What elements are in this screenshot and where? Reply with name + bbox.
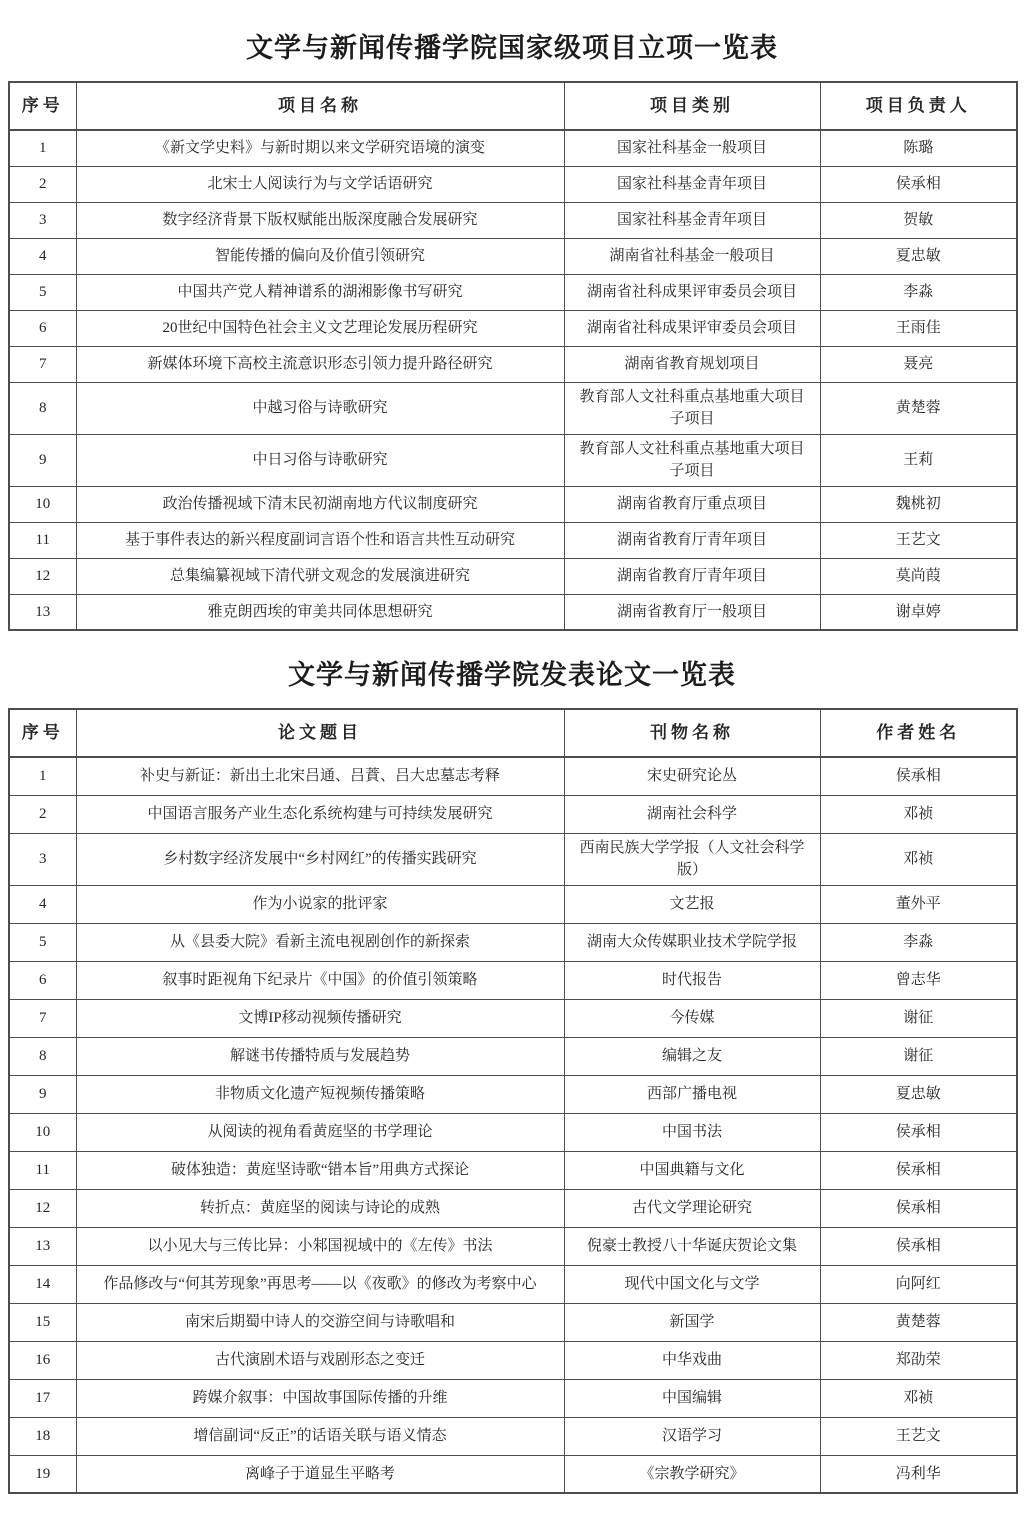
project-leader: 王艺文 — [820, 522, 1017, 558]
paper-title: 文博IP移动视频传播研究 — [76, 999, 564, 1037]
row-number: 7 — [9, 346, 76, 382]
project-leader: 聂亮 — [820, 346, 1017, 382]
project-leader: 魏桃初 — [820, 486, 1017, 522]
paper-title: 叙事时距视角下纪录片《中国》的价值引领策略 — [76, 961, 564, 999]
journal-name: 时代报告 — [564, 961, 820, 999]
row-number: 15 — [9, 1303, 76, 1341]
table-row — [9, 310, 1017, 346]
paper-title: 解谜书传播特质与发展趋势 — [76, 1037, 564, 1075]
row-number: 18 — [9, 1417, 76, 1455]
row-number: 5 — [9, 923, 76, 961]
table-row — [9, 757, 1017, 795]
papers-table — [8, 708, 1018, 1494]
projects-table-body — [9, 130, 1017, 630]
author-name: 夏忠敏 — [820, 1075, 1017, 1113]
author-name: 邓祯 — [820, 1379, 1017, 1417]
row-number: 19 — [9, 1455, 76, 1493]
journal-name: 《宗教学研究》 — [564, 1455, 820, 1493]
row-number: 12 — [9, 1189, 76, 1227]
paper-title: 古代演剧术语与戏剧形态之变迁 — [76, 1341, 564, 1379]
row-number: 9 — [9, 1075, 76, 1113]
table-row — [9, 961, 1017, 999]
project-category: 湖南省教育规划项目 — [564, 346, 820, 382]
table-row — [9, 1113, 1017, 1151]
column-header-row-number: 序号 — [9, 709, 76, 757]
project-name: 新媒体环境下高校主流意识形态引领力提升路径研究 — [76, 346, 564, 382]
row-number: 11 — [9, 522, 76, 558]
papers-table-body — [9, 757, 1017, 1493]
author-name: 向阿红 — [820, 1265, 1017, 1303]
table-row — [9, 1151, 1017, 1189]
table-row — [9, 558, 1017, 594]
project-name: 《新文学史料》与新时期以来文学研究语境的演变 — [76, 130, 564, 166]
journal-name: 中国书法 — [564, 1113, 820, 1151]
author-name: 谢征 — [820, 999, 1017, 1037]
journal-name: 新国学 — [564, 1303, 820, 1341]
row-number: 1 — [9, 130, 76, 166]
projects-table — [8, 81, 1018, 631]
projects-header-row — [9, 82, 1017, 130]
column-header-author-name: 作者姓名 — [820, 709, 1017, 757]
author-name: 邓祯 — [820, 795, 1017, 833]
row-number: 8 — [9, 382, 76, 434]
column-header-project-name: 项目名称 — [76, 82, 564, 130]
paper-title: 南宋后期蜀中诗人的交游空间与诗歌唱和 — [76, 1303, 564, 1341]
author-name: 曾志华 — [820, 961, 1017, 999]
paper-title: 从阅读的视角看黄庭坚的书学理论 — [76, 1113, 564, 1151]
author-name: 邓祯 — [820, 833, 1017, 885]
author-name: 谢征 — [820, 1037, 1017, 1075]
project-name: 政治传播视域下清末民初湖南地方代议制度研究 — [76, 486, 564, 522]
project-leader: 贺敏 — [820, 202, 1017, 238]
paper-title: 作品修改与“何其芳现象”再思考——以《夜歌》的修改为考察中心 — [76, 1265, 564, 1303]
table-row — [9, 1037, 1017, 1075]
papers-header-row — [9, 709, 1017, 757]
journal-name: 湖南社会科学 — [564, 795, 820, 833]
column-header-paper-title: 论文题目 — [76, 709, 564, 757]
table-row — [9, 1379, 1017, 1417]
paper-title: 离峰子于道显生平略考 — [76, 1455, 564, 1493]
row-number: 2 — [9, 166, 76, 202]
row-number: 6 — [9, 961, 76, 999]
row-number: 1 — [9, 757, 76, 795]
papers-table-title: 文学与新闻传播学院发表论文一览表 — [288, 660, 736, 690]
journal-name: 中国典籍与文化 — [564, 1151, 820, 1189]
row-number: 13 — [9, 1227, 76, 1265]
row-number: 5 — [9, 274, 76, 310]
project-leader: 王莉 — [820, 434, 1017, 486]
table-row — [9, 382, 1017, 434]
row-number: 10 — [9, 1113, 76, 1151]
table-row — [9, 1265, 1017, 1303]
row-number: 10 — [9, 486, 76, 522]
author-name: 王艺文 — [820, 1417, 1017, 1455]
journal-name: 文艺报 — [564, 885, 820, 923]
row-number: 9 — [9, 434, 76, 486]
table-row — [9, 1189, 1017, 1227]
table-row — [9, 274, 1017, 310]
author-name: 侯承相 — [820, 757, 1017, 795]
table-row — [9, 486, 1017, 522]
paper-title: 乡村数字经济发展中“乡村网红”的传播实践研究 — [76, 833, 564, 885]
row-number: 4 — [9, 238, 76, 274]
journal-name: 西南民族大学学报（人文社会科学版） — [564, 833, 820, 885]
row-number: 2 — [9, 795, 76, 833]
author-name: 冯利华 — [820, 1455, 1017, 1493]
project-leader: 莫尚葭 — [820, 558, 1017, 594]
table-row — [9, 166, 1017, 202]
project-name: 20世纪中国特色社会主义文艺理论发展历程研究 — [76, 310, 564, 346]
author-name: 侯承相 — [820, 1189, 1017, 1227]
journal-name: 西部广播电视 — [564, 1075, 820, 1113]
paper-title: 从《县委大院》看新主流电视剧创作的新探索 — [76, 923, 564, 961]
author-name: 李淼 — [820, 923, 1017, 961]
table-row — [9, 1455, 1017, 1493]
journal-name: 中国编辑 — [564, 1379, 820, 1417]
journal-name: 现代中国文化与文学 — [564, 1265, 820, 1303]
project-category: 湖南省教育厅一般项目 — [564, 594, 820, 630]
journal-name: 宋史研究论丛 — [564, 757, 820, 795]
journal-name: 编辑之友 — [564, 1037, 820, 1075]
row-number: 3 — [9, 833, 76, 885]
project-category: 湖南省教育厅青年项目 — [564, 558, 820, 594]
table-row — [9, 434, 1017, 486]
project-name: 中越习俗与诗歌研究 — [76, 382, 564, 434]
author-name: 董外平 — [820, 885, 1017, 923]
project-category: 教育部人文社科重点基地重大项目子项目 — [564, 434, 820, 486]
paper-title: 补史与新证：新出土北宋吕通、吕蕡、吕大忠墓志考释 — [76, 757, 564, 795]
author-name: 侯承相 — [820, 1227, 1017, 1265]
column-header-project-category: 项目类别 — [564, 82, 820, 130]
paper-title: 中国语言服务产业生态化系统构建与可持续发展研究 — [76, 795, 564, 833]
journal-name: 中华戏曲 — [564, 1341, 820, 1379]
row-number: 14 — [9, 1265, 76, 1303]
project-category: 湖南省社科成果评审委员会项目 — [564, 274, 820, 310]
project-category: 国家社科基金青年项目 — [564, 166, 820, 202]
table-row — [9, 833, 1017, 885]
table-row — [9, 130, 1017, 166]
row-number: 6 — [9, 310, 76, 346]
project-leader: 王雨佳 — [820, 310, 1017, 346]
paper-title: 非物质文化遗产短视频传播策略 — [76, 1075, 564, 1113]
column-header-project-leader: 项目负责人 — [820, 82, 1017, 130]
project-name: 数字经济背景下版权赋能出版深度融合发展研究 — [76, 202, 564, 238]
project-category: 教育部人文社科重点基地重大项目子项目 — [564, 382, 820, 434]
paper-title: 作为小说家的批评家 — [76, 885, 564, 923]
table-row — [9, 885, 1017, 923]
project-category: 湖南省教育厅青年项目 — [564, 522, 820, 558]
author-name: 郑劭荣 — [820, 1341, 1017, 1379]
table-row — [9, 1417, 1017, 1455]
project-name: 智能传播的偏向及价值引领研究 — [76, 238, 564, 274]
row-number: 8 — [9, 1037, 76, 1075]
author-name: 黄楚蓉 — [820, 1303, 1017, 1341]
table-row — [9, 1303, 1017, 1341]
project-leader: 黄楚蓉 — [820, 382, 1017, 434]
row-number: 11 — [9, 1151, 76, 1189]
paper-title: 增信副词“反正”的话语关联与语义情态 — [76, 1417, 564, 1455]
paper-title: 跨媒介叙事：中国故事国际传播的升维 — [76, 1379, 564, 1417]
table-row — [9, 1075, 1017, 1113]
table-row — [9, 522, 1017, 558]
project-name: 基于事件表达的新兴程度副词言语个性和语言共性互动研究 — [76, 522, 564, 558]
project-leader: 谢卓婷 — [820, 594, 1017, 630]
table-row — [9, 594, 1017, 630]
row-number: 12 — [9, 558, 76, 594]
project-name: 中国共产党人精神谱系的湖湘影像书写研究 — [76, 274, 564, 310]
row-number: 17 — [9, 1379, 76, 1417]
table-row — [9, 346, 1017, 382]
table-row — [9, 202, 1017, 238]
table-row — [9, 795, 1017, 833]
author-name: 侯承相 — [820, 1151, 1017, 1189]
project-leader: 陈璐 — [820, 130, 1017, 166]
journal-name: 汉语学习 — [564, 1417, 820, 1455]
paper-title: 破体独造：黄庭坚诗歌“错本旨”用典方式探论 — [76, 1151, 564, 1189]
table-row — [9, 238, 1017, 274]
journal-name: 倪豪士教授八十华诞庆贺论文集 — [564, 1227, 820, 1265]
project-leader: 夏忠敏 — [820, 238, 1017, 274]
project-category: 湖南省教育厅重点项目 — [564, 486, 820, 522]
paper-title: 以小见大与三传比异：小邾国视域中的《左传》书法 — [76, 1227, 564, 1265]
row-number: 3 — [9, 202, 76, 238]
table-row — [9, 1227, 1017, 1265]
paper-title: 转折点：黄庭坚的阅读与诗论的成熟 — [76, 1189, 564, 1227]
column-header-row-number: 序号 — [9, 82, 76, 130]
project-category: 国家社科基金青年项目 — [564, 202, 820, 238]
project-leader: 侯承相 — [820, 166, 1017, 202]
row-number: 7 — [9, 999, 76, 1037]
project-category: 湖南省社科基金一般项目 — [564, 238, 820, 274]
project-name: 雅克朗西埃的审美共同体思想研究 — [76, 594, 564, 630]
project-name: 中日习俗与诗歌研究 — [76, 434, 564, 486]
row-number: 4 — [9, 885, 76, 923]
journal-name: 古代文学理论研究 — [564, 1189, 820, 1227]
table-row — [9, 999, 1017, 1037]
project-category: 国家社科基金一般项目 — [564, 130, 820, 166]
projects-table-title: 文学与新闻传播学院国家级项目立项一览表 — [246, 33, 778, 63]
table-row — [9, 923, 1017, 961]
project-name: 北宋士人阅读行为与文学话语研究 — [76, 166, 564, 202]
author-name: 侯承相 — [820, 1113, 1017, 1151]
column-header-journal-name: 刊物名称 — [564, 709, 820, 757]
project-category: 湖南省社科成果评审委员会项目 — [564, 310, 820, 346]
journal-name: 湖南大众传媒职业技术学院学报 — [564, 923, 820, 961]
project-leader: 李淼 — [820, 274, 1017, 310]
row-number: 13 — [9, 594, 76, 630]
table-row — [9, 1341, 1017, 1379]
row-number: 16 — [9, 1341, 76, 1379]
journal-name: 今传媒 — [564, 999, 820, 1037]
project-name: 总集编纂视域下清代骈文观念的发展演进研究 — [76, 558, 564, 594]
